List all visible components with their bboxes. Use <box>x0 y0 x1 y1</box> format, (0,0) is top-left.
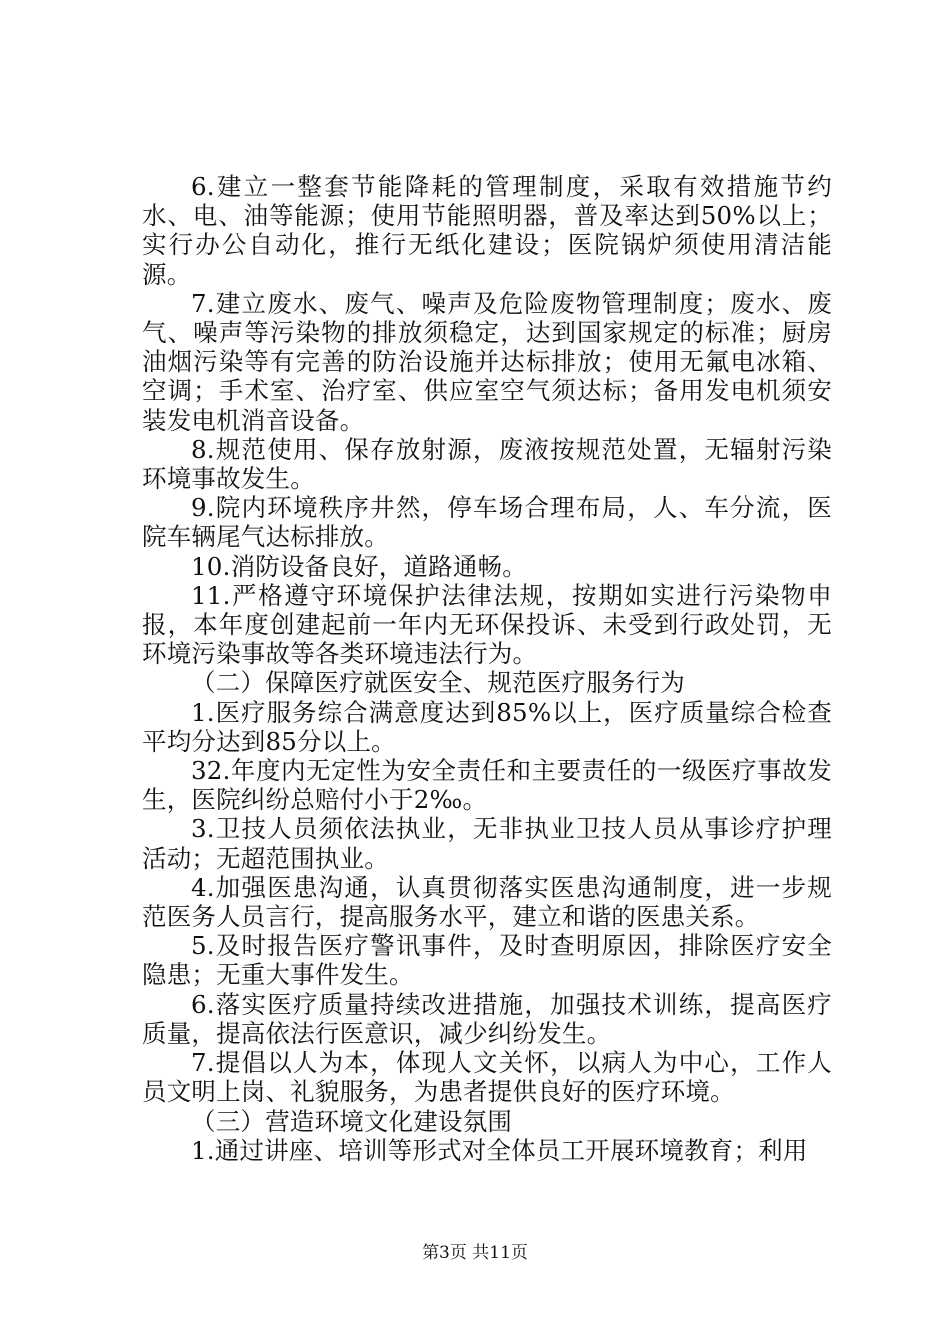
section2-item-1: 1.医疗服务综合满意度达到85%以上，医疗质量综合检查平均分达到85分以上。 <box>142 697 832 756</box>
section2-item-6: 6.落实医疗质量持续改进措施，加强技术训练，提高医疗质量，提高依法行医意识，减少纠纷发生。 <box>142 989 832 1048</box>
section3-item-1: 1.通过讲座、培训等形式对全体员工开展环境教育；利用 <box>191 1135 808 1165</box>
section2-item-32: 32.年度内无定性为安全责任和主要责任的一级医疗事故发生，医院纠纷总赔付小于2‰。 <box>142 756 832 815</box>
paragraph-item-11: 11.严格遵守环境保护法律法规，按期如实进行污染物申报，本年度创建起前一年内无环保投诉、未受到行政处罚，无环境污染事故等各类环境违法行为。 <box>142 580 832 669</box>
section-heading-2: （二）保障医疗就医安全、规范医疗服务行为 <box>191 668 685 698</box>
section2-item-7: 7.提倡以人为本，体现人文关怀，以病人为中心，工作人员文明上岗、礼貌服务，为患者提供良好的医疗环境。 <box>142 1048 832 1107</box>
paragraph-item-9: 9.院内环境秩序井然，停车场合理布局，人、车分流，医院车辆尾气达标排放。 <box>142 493 832 552</box>
section2-item-5: 5.及时报告医疗警讯事件，及时查明原因，排除医疗安全隐患；无重大事件发生。 <box>142 931 832 990</box>
section2-item-4: 4.加强医患沟通，认真贯彻落实医患沟通制度，进一步规范医务人员言行，提高服务水平，建立和谐的医患关系。 <box>142 872 832 932</box>
section-heading-3: （三）营造环境文化建设氛围 <box>191 1106 513 1136</box>
paragraph-item-6: 6.建立一整套节能降耗的管理制度，采取有效措施节约水、电、油等能源；使用节能照明器，普及率达到50%以上；实行办公自动化，推行无纸化建设；医院锅炉须使用清洁能源。 <box>142 172 832 289</box>
paragraph-item-10: 10.消防设备良好，道路通畅。 <box>191 551 527 581</box>
page-number-footer: 第3页 共11页 <box>422 1243 528 1263</box>
document-body <box>142 172 832 1165</box>
paragraph-item-7: 7.建立废水、废气、噪声及危险废物管理制度；废水、废气、噪声等污染物的排放须稳定，达到国家规定的标准；厨房油烟污染等有完善的防治设施并达标排放；使用无氟电冰箱、空调；手术室、治疗室、供应室空气须达标；备用发电机须安装发电机消音设备。 <box>142 288 832 435</box>
section2-item-3: 3.卫技人员须依法执业，无非执业卫技人员从事诊疗护理活动；无超范围执业。 <box>142 814 832 873</box>
paragraph-item-8: 8.规范使用、保存放射源，废液按规范处置，无辐射污染环境事故发生。 <box>142 434 832 494</box>
